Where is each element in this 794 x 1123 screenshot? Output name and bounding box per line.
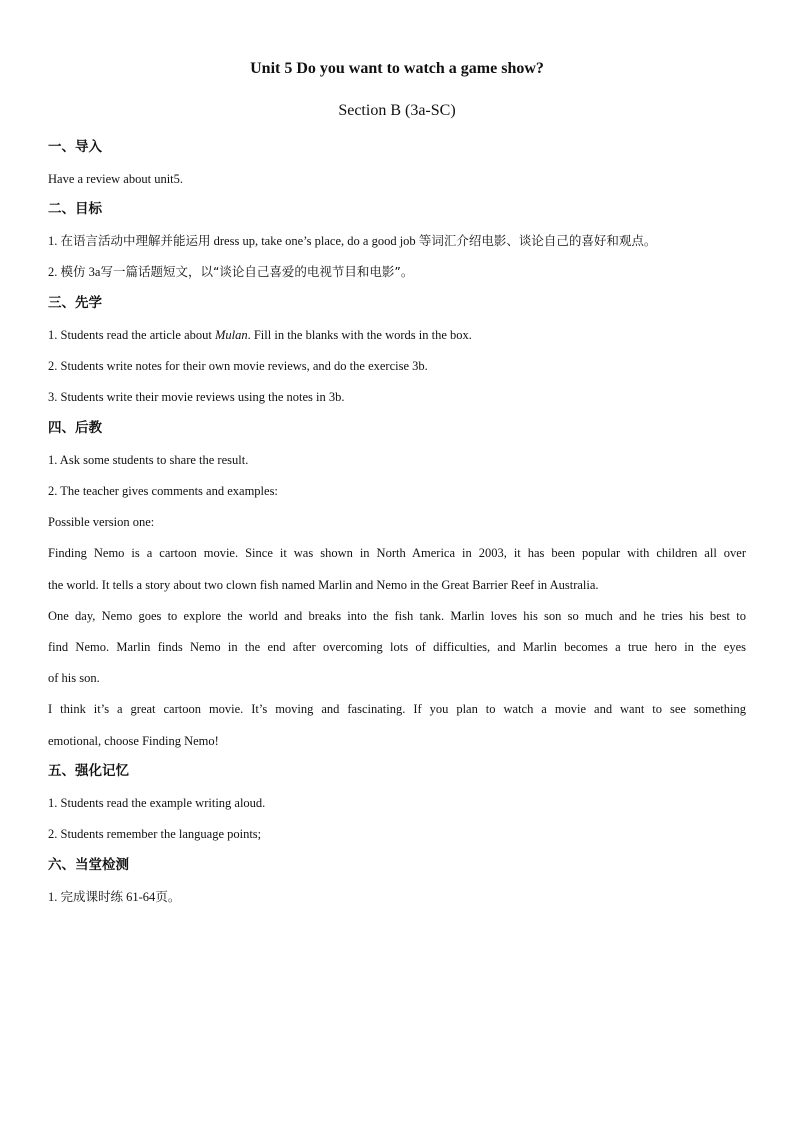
goal-item-1-en-phrases: dress up, take one’s place, do a good job bbox=[213, 234, 416, 248]
section-heading-teach: 四、后教 bbox=[48, 420, 102, 436]
goal-item-2-cn-part1: 模仿 bbox=[60, 264, 86, 279]
sample-paragraph-1-line-2: the world. It tells a story about two clown fish named Marlin and Nemo in the Great Barrier Reef in Australia. bbox=[48, 578, 599, 592]
section-heading-reinforce: 五、强化记忆 bbox=[48, 763, 129, 779]
reinforce-item-1: 1. Students read the example writing aloud. bbox=[48, 796, 266, 810]
sample-paragraph-1-line-1: Finding Nemo is a cartoon movie. Since it was shown in North America in 2003, it has been popular with children all over bbox=[48, 546, 746, 560]
sample-paragraph-2-line-1: One day, Nemo goes to explore the world and breaks into the fish tank. Marlin loves his son so much and he tries his best to bbox=[48, 609, 746, 623]
check-item-1-number: 1. bbox=[48, 890, 58, 904]
goal-item-1-cn-part1: 在语言活动中理解并能运用 bbox=[60, 233, 211, 248]
prelearn-item-2: 2. Students write notes for their own movie reviews, and do the exercise 3b. bbox=[48, 359, 428, 373]
sample-paragraph-3-line-1: I think it’s a great cartoon movie. It’s moving and fascinating. If you plan to watch a movie and want to see something bbox=[48, 702, 746, 716]
intro-text: Have a review about unit5. bbox=[48, 172, 184, 186]
teach-item-2: 2. The teacher gives comments and examples: bbox=[48, 484, 278, 498]
teach-item-1: 1. Ask some students to share the result. bbox=[48, 453, 249, 467]
section-heading-goals: 二、目标 bbox=[48, 201, 102, 217]
prelearn-item-3: 3. Students write their movie reviews using the notes in 3b. bbox=[48, 390, 345, 404]
reinforce-item-2: 2. Students remember the language points; bbox=[48, 827, 262, 841]
check-item-1 bbox=[48, 889, 746, 905]
check-item-1-cn-part1: 完成课时练 bbox=[60, 889, 124, 904]
section-heading-intro: 一、导入 bbox=[48, 139, 102, 155]
goal-item-1 bbox=[48, 233, 746, 249]
prelearn-item-1 bbox=[48, 327, 746, 343]
section-heading-prelearn: 三、先学 bbox=[48, 295, 102, 311]
goal-item-2 bbox=[48, 264, 746, 280]
sample-paragraph-2-line-3: of his son. bbox=[48, 671, 100, 685]
check-item-1-cn-part2: 页。 bbox=[155, 889, 181, 904]
goal-item-1-cn-part2: 等词汇介绍电影、谈论自己的喜好和观点。 bbox=[418, 233, 657, 248]
goal-item-2-cn-part2: 写一篇话题短文，以“谈论自己喜爱的电视节目和电影”。 bbox=[100, 264, 414, 279]
document-subtitle: Section B (3a-SC) bbox=[338, 102, 456, 119]
prelearn-item-1-pre: 1. Students read the article about bbox=[48, 328, 215, 342]
sample-paragraph-2-line-2: find Nemo. Marlin finds Nemo in the end after overcoming lots of difficulties, and Marlin becomes a true hero in the eyes bbox=[48, 640, 746, 654]
goal-item-2-number: 2. bbox=[48, 265, 58, 279]
prelearn-item-1-title: Mulan bbox=[214, 328, 248, 342]
goal-item-2-en: 3a bbox=[88, 265, 101, 279]
goal-item-1-number: 1. bbox=[48, 234, 58, 248]
possible-version-label: Possible version one: bbox=[48, 515, 155, 529]
check-item-1-pages: 61-64 bbox=[126, 890, 156, 904]
prelearn-item-1-post: . Fill in the blanks with the words in the box. bbox=[247, 328, 472, 342]
section-heading-check: 六、当堂检测 bbox=[48, 857, 129, 873]
document-title: Unit 5 Do you want to watch a game show? bbox=[250, 60, 544, 77]
sample-paragraph-3-line-2: emotional, choose Finding Nemo! bbox=[48, 734, 219, 748]
